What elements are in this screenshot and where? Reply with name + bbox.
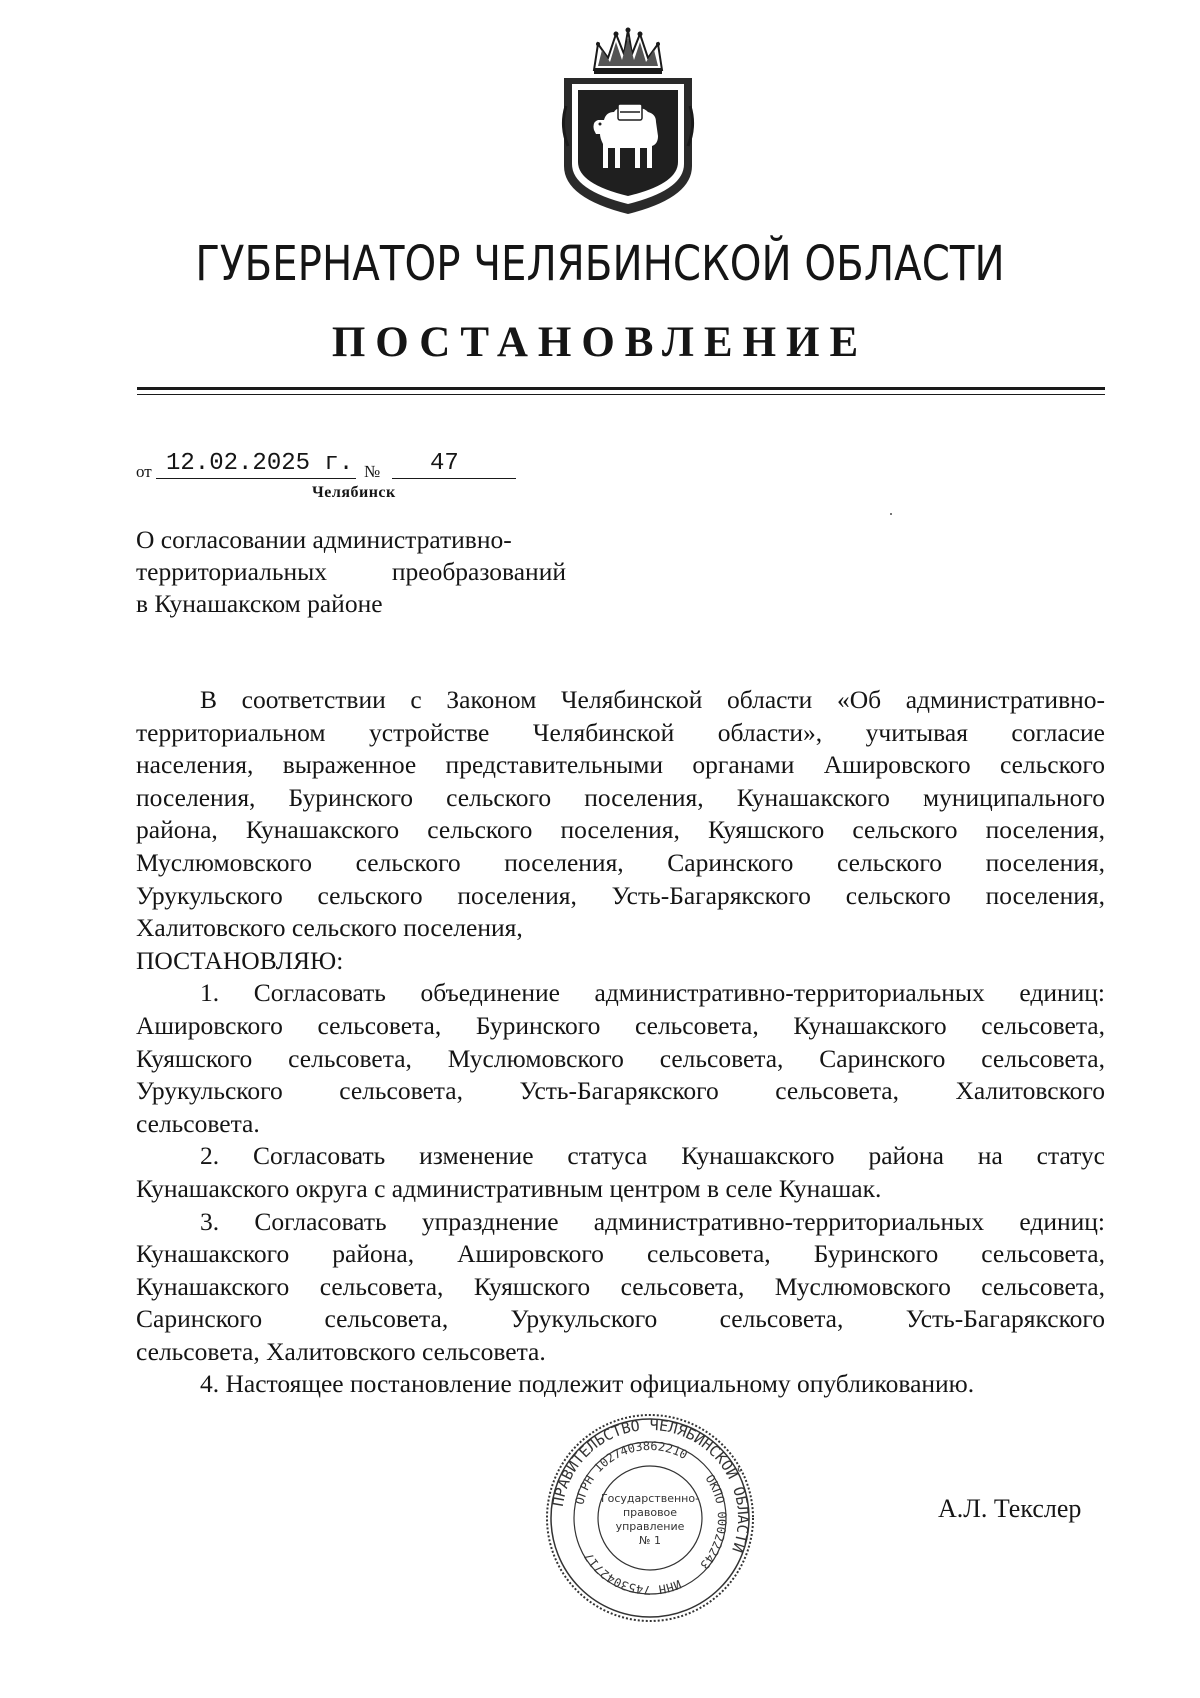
document-number: 47	[430, 450, 459, 477]
subject-line: в Кунашакском районе	[136, 589, 383, 618]
item-3-line: 3. Согласовать упразднение административно-территориальных единиц:	[200, 1206, 1105, 1236]
seal-outer-text: ПРАВИТЕЛЬСТВО ЧЕЛЯБИНСКОЙ ОБЛАСТИ	[548, 1415, 753, 1555]
item-1-line: Урукульского сельсовета, Усть-Багарякского сельсовета, Халитовского	[136, 1076, 1105, 1106]
scan-speck	[890, 513, 892, 515]
preamble-line: Муслюмовского сельского поселения, Саринского сельского поселения,	[136, 847, 1105, 877]
document-subject	[136, 524, 566, 620]
preamble-line: территориальном устройстве Челябинской области», учитывая согласие	[136, 717, 1105, 747]
seal-center-line: № 1	[639, 1534, 661, 1547]
subject-line: территориальных преобразований	[136, 557, 566, 586]
document-body	[136, 684, 1105, 1401]
preamble-line: В соответствии с Законом Челябинской области «Об административно-	[200, 685, 1105, 714]
item-1-line: Ашировского сельсовета, Буринского сельсовета, Кунашакского сельсовета,	[136, 1010, 1105, 1040]
coat-of-arms-icon	[558, 26, 698, 216]
item-1-line: сельсовета.	[136, 1108, 260, 1138]
date-underline	[156, 478, 356, 479]
item-3-line: Кунашакского сельсовета, Куяшского сельсовета, Муслюмовского сельсовета,	[136, 1271, 1105, 1301]
subject-line: О согласовании административно-	[136, 525, 512, 554]
seal-inn-text: ИНН 7453042717	[581, 1550, 684, 1598]
seal-center-line: Государственно-	[600, 1492, 700, 1505]
item-2-line: 2. Согласовать изменение статуса Кунашакского района на статус	[200, 1141, 1105, 1171]
document-type-title: ПОСТАНОВЛЕНИЕ	[331, 319, 869, 366]
seal-ogrn-text: ОГРН 1027403862210	[572, 1438, 690, 1507]
preamble-line: района, Кунашакского сельского поселения, Куяшского сельского поселения,	[136, 815, 1105, 845]
preamble-line: поселения, Буринского сельского поселения, Кунашакского муниципального	[136, 782, 1105, 812]
resolves-heading: ПОСТАНОВЛЯЮ:	[136, 945, 344, 975]
preamble-line: Урукульского сельского поселения, Усть-Багарякского сельского поселения,	[136, 880, 1105, 910]
document-date: 12.02.2025 г.	[166, 450, 354, 477]
seal-okpo-text: ОКПО 00022243	[697, 1472, 730, 1572]
header-divider-thin	[137, 394, 1105, 395]
item-3-line: сельсовета, Халитовского сельсовета.	[136, 1336, 546, 1366]
document-city: Челябинск	[312, 484, 396, 501]
official-seal-icon	[544, 1412, 756, 1624]
header-divider-thick	[137, 387, 1105, 390]
item-2-line: Кунашакского округа с административным центром в селе Кунашак.	[136, 1173, 882, 1203]
number-underline	[392, 478, 516, 479]
item-3-line: Кунашакского района, Ашировского сельсовета, Буринского сельсовета,	[136, 1239, 1105, 1269]
preamble-line: Халитовского сельского поселения,	[136, 913, 523, 943]
item-1-line: 1. Согласовать объединение административно-территориальных единиц:	[200, 978, 1105, 1008]
preamble-line: населения, выраженное представительными органами Ашировского сельского	[136, 750, 1105, 780]
item-1-line: Куяшского сельсовета, Муслюмовского сельсовета, Саринского сельсовета,	[136, 1043, 1105, 1073]
seal-center-line: управление	[615, 1520, 685, 1533]
signatory-name: А.Л. Текслер	[938, 1494, 1082, 1523]
date-prefix-label: от	[136, 462, 152, 481]
issuing-authority-title: ГУБЕРНАТОР ЧЕЛЯБИНСКОЙ ОБЛАСТИ	[195, 236, 1005, 292]
number-sign-label: №	[364, 462, 381, 481]
item-4-line: 4. Настоящее постановление подлежит официальному опубликованию.	[200, 1369, 975, 1399]
item-3-line: Саринского сельсовета, Урукульского сельсовета, Усть-Багарякского	[136, 1304, 1105, 1334]
seal-center-line: правовое	[622, 1506, 678, 1519]
